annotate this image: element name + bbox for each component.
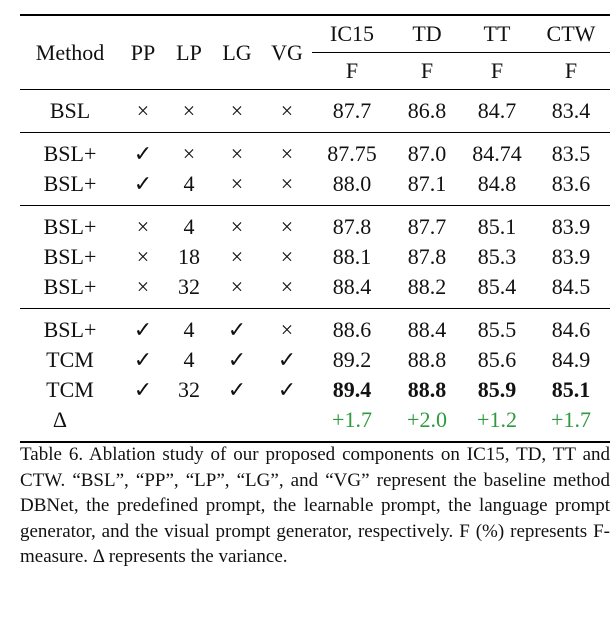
pp-cell: ✓: [133, 171, 153, 196]
ic15-cell: 88.6: [312, 309, 392, 346]
tt-cell: 85.9: [477, 377, 517, 402]
table-row: [20, 345, 610, 375]
pp-cell: ×: [136, 98, 150, 123]
pp-cell: ×: [136, 244, 150, 269]
lp-cell: 4: [183, 171, 195, 196]
table-row: [20, 309, 610, 346]
ctw-cell: 84.6: [532, 309, 610, 346]
ctw-cell: 83.9: [532, 206, 610, 243]
method-cell: BSL+: [20, 133, 120, 170]
table-caption: Table 6. Ablation study of our proposed components on IC15, TD, TT and CTW. “BSL”, “PP”, “LP”, “LG”, and “VG” represent the baseline method DBNet, the predefined prompt, the learnable prompt, the language prompt generator, and the visual prompt generator, respectively. F (%) represents F-measure. Δ represents the variance.: [20, 444, 610, 567]
ctw-cell: 83.5: [532, 133, 610, 170]
ctw-header: CTW: [532, 15, 610, 53]
ic15-cell: 88.0: [332, 171, 372, 196]
td-header: TD: [392, 15, 462, 53]
table-row: [20, 242, 610, 272]
lg-header: LG: [212, 15, 262, 90]
ctw-cell: 85.1: [551, 377, 591, 402]
lp-cell: ×: [166, 133, 212, 170]
method-cell: TCM: [46, 347, 94, 372]
td-cell: 87.8: [407, 244, 447, 269]
method-cell: BSL+: [20, 309, 120, 346]
pp-cell: ✓: [120, 133, 166, 170]
td-cell: 88.8: [407, 347, 447, 372]
metric-header-ctw: F: [564, 58, 578, 83]
lp-cell: 32: [178, 377, 200, 402]
lp-cell: 4: [166, 206, 212, 243]
pp-cell: [120, 405, 166, 442]
header-row-1: [20, 15, 610, 53]
vg-cell: ×: [280, 171, 294, 196]
tt-cell: +1.2: [462, 405, 532, 442]
table-row: [20, 272, 610, 309]
method-cell: BSL+: [43, 244, 97, 269]
method-cell: BSL+: [43, 274, 97, 299]
method-cell: BSL: [49, 98, 91, 123]
lg-cell: ×: [230, 98, 244, 123]
table-row: [20, 375, 610, 405]
ic15-header: IC15: [312, 15, 392, 53]
pp-cell: ✓: [133, 377, 153, 402]
ablation-table: [20, 14, 610, 443]
ctw-cell: +1.7: [532, 405, 610, 442]
lp-cell: ×: [182, 98, 196, 123]
tt-cell: 85.3: [477, 244, 517, 269]
table-body: [20, 90, 610, 443]
lp-cell: [166, 405, 212, 442]
pp-cell: ✓: [133, 347, 153, 372]
lp-header: LP: [166, 15, 212, 90]
lg-cell: ×: [230, 244, 244, 269]
metric-header-ic15: F: [345, 58, 359, 83]
metric-header-td: F: [420, 58, 434, 83]
lp-cell: 4: [166, 309, 212, 346]
vg-cell: ×: [262, 133, 312, 170]
pp-cell: ✓: [120, 309, 166, 346]
ic15-cell: +1.7: [312, 405, 392, 442]
pp-cell: ×: [136, 274, 150, 299]
pp-cell: ×: [120, 206, 166, 243]
table-row: [20, 133, 610, 170]
vg-cell: ×: [280, 98, 294, 123]
ctw-cell: 83.9: [551, 244, 591, 269]
lg-cell: ×: [212, 133, 262, 170]
method-cell: TCM: [46, 377, 94, 402]
method-cell: Δ: [20, 405, 120, 442]
table-row: [20, 405, 610, 442]
metric-header-tt: F: [490, 58, 504, 83]
td-cell: 87.1: [407, 171, 447, 196]
td-cell: 88.4: [392, 309, 462, 346]
table-row: [20, 206, 610, 243]
lg-cell: ✓: [212, 309, 262, 346]
tt-cell: 85.5: [462, 309, 532, 346]
tt-cell: 84.74: [462, 133, 532, 170]
table-row: [20, 169, 610, 206]
ctw-cell: 83.6: [551, 171, 591, 196]
ic15-cell: 87.8: [312, 206, 392, 243]
ctw-cell: 84.9: [551, 347, 591, 372]
ic15-cell: 88.4: [332, 274, 372, 299]
lg-cell: ✓: [227, 347, 247, 372]
lp-cell: 4: [183, 347, 195, 372]
ctw-cell: 83.4: [551, 98, 591, 123]
tt-header: TT: [462, 15, 532, 53]
lg-cell: ×: [212, 206, 262, 243]
lg-cell: ✓: [227, 377, 247, 402]
pp-header: PP: [120, 15, 166, 90]
lg-cell: ×: [230, 171, 244, 196]
td-cell: 87.7: [392, 206, 462, 243]
ic15-cell: 89.2: [332, 347, 372, 372]
ic15-cell: 87.75: [312, 133, 392, 170]
ic15-cell: 87.7: [332, 98, 372, 123]
tt-cell: 84.8: [477, 171, 517, 196]
tt-cell: 85.1: [462, 206, 532, 243]
vg-cell: ×: [280, 244, 294, 269]
ctw-cell: 84.5: [551, 274, 591, 299]
td-cell: 88.2: [407, 274, 447, 299]
method-cell: BSL+: [20, 206, 120, 243]
method-cell: BSL+: [43, 171, 97, 196]
vg-cell: [262, 405, 312, 442]
vg-header: VG: [262, 15, 312, 90]
method-header: Method: [20, 15, 120, 90]
td-cell: 86.8: [407, 98, 447, 123]
ic15-cell: 89.4: [332, 377, 372, 402]
vg-cell: ×: [280, 274, 294, 299]
vg-cell: ×: [262, 309, 312, 346]
lg-cell: ×: [230, 274, 244, 299]
ic15-cell: 88.1: [332, 244, 372, 269]
td-cell: 87.0: [392, 133, 462, 170]
tt-cell: 85.6: [477, 347, 517, 372]
lg-cell: [212, 405, 262, 442]
tt-cell: 84.7: [477, 98, 517, 123]
td-cell: +2.0: [392, 405, 462, 442]
vg-cell: ×: [262, 206, 312, 243]
td-cell: 88.8: [407, 377, 447, 402]
tt-cell: 85.4: [477, 274, 517, 299]
table-row: [20, 90, 610, 133]
vg-cell: ✓: [277, 377, 297, 402]
vg-cell: ✓: [277, 347, 297, 372]
lp-cell: 32: [178, 274, 200, 299]
lp-cell: 18: [178, 244, 200, 269]
